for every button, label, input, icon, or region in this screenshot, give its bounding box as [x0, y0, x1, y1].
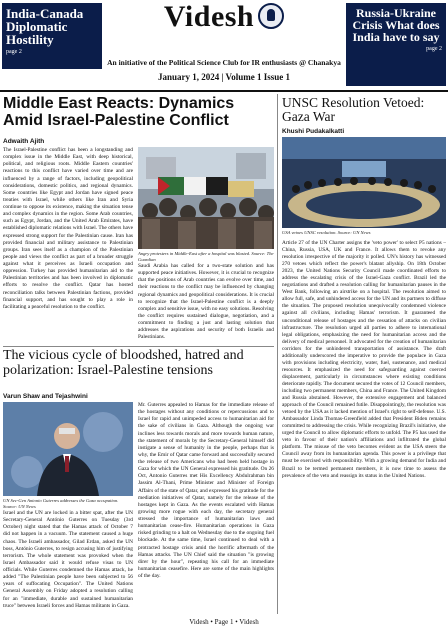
brand-title: [102, 0, 346, 34]
page-footer: Videsh • Page 1 • Videsh: [189, 618, 259, 626]
section-divider: [3, 346, 274, 347]
promo-headline: India-Canada Diplomatic Hostility: [6, 6, 84, 47]
guterres-photo-image: [3, 402, 133, 496]
promo-russia-ukraine[interactable]: [346, 3, 446, 86]
article3-col1: Israel and the UN are locked in a bitter spat, after the UN Secretary-General António Guterres on Tuesday (3rd October) night stated that the Hamas attack of October 7 did not happen in a vacuum. The statement caused a huge chaos. The Israeli ambassador, Gilad Erdan, asked the UN boss, António Guterres, to resign accusing him of justifying terrorism. The whole statement was provoked when the Israel Ambassador said it would refuse visas to UN officials. While Guterres condemned the Hamas attack, he added "The Palestinian people have been subjected to 56 years of suffocating Occupation". The United Nations General Assembly on Friday adopted a resolution calling for an "immediate, durable and sustained humanitarian truce" between Israeli forces and Hamas militants in Gaza.: [3, 510, 133, 609]
article2-byline: Khushi Pudakalkatti: [282, 128, 345, 135]
promo-page: page 2: [426, 46, 442, 52]
article3-photo-caption: UN Sec-Gen Antonio Guterres addresses the Gaza occupation. Source: UN News: [3, 498, 119, 509]
article3-headline: The vicious cycle of bloodshed, hatred and polarization: Israel-Palestine tensions: [3, 348, 244, 378]
masthead-rule: [0, 90, 448, 92]
article3-col2: Mr. Guterres appealed to Hamas for the immediate release of the hostages without any conditions or repercussions and to Israel for rapid and unimpeded access to humanitarian aid for the sake of civilians in Gaza. Although the ongoing war inclines less towards morals and more towards human nature, the statement of morals by the Secretary-General himself did instigate a sense of humanity in the people, perhaps that is why, the Emir of Qatar came forward and successfully secured the release of two Americans who had been held hostage in Gaza for which the UN General expressed his gratitude. On 26 Oct, Antonio Guterres met His Excellency Abdulrahman bin Jassim Al-Thani, Prime Minister and Minister of Foreign Affairs of the state of Qatar, and expressed his gratitude for the mediation initiatives of Qatar, namely for the release of the hostages kept in Gaza. As the events escalated with Hamas growing more rogue with each day, the secretary general stressed the importance of humanitarian laws and humanitarian cease-fire. Humanitarian operations in Gaza risked grinding to a halt on Wednesday due to the ongoing fuel blockade. At the same time, Israel continued to deal with a protracted hostage crisis amid the horrific aftermath of the Hamas attacks. The UN Chief said the situation "is growing direr by the hour", repeating his call for an immediate humanitarian ceasefire. Here are some of the main highlights of the day.: [138, 402, 274, 579]
club-logo-icon: [258, 3, 284, 29]
promo-headline: Russia-Ukraine Crisis What does India have to say: [352, 6, 440, 44]
column-divider: [277, 94, 278, 614]
guterres-photo: [3, 402, 133, 496]
article1-headline: Middle East Reacts: Dynamics Amid Israel-Palestine Conflict: [3, 95, 235, 129]
article2-headline: UNSC Resolution Vetoed: Gaza War: [282, 95, 425, 125]
protest-photo-image: [138, 147, 274, 249]
promo-page: page 2: [6, 49, 22, 55]
issue-date: January 1, 2024 | Volume 1 Issue 1: [157, 72, 290, 82]
article2-body: Article 27 of the UN Charter assigns the 'veto power' to select P5 nations – China, Russia, USA, UK and France. It allows them to revoke any resolution irrespective of the majority it polled. UN's history has witnessed 270 vetoes which reflect the power's blatant allyship. On 18th October 2023, the United Nations Security Council made coordinated efforts to address the escalating crisis of the Israel-Gaza conflict. Brazil led the negotiations and drafted a resolution calling for humanitarian pauses in the West Bank, following an airstrike on a hospital. The resolution aimed to allow full, safe, and unhindered access for the UN and its partners to diffuse the situation. The proposed resolution unequivocally condemned violence against all civilians, including Hamas' terrorism. It guaranteed the unconditional release of hostages and the cessation of attacks on civilian infrastructure. The resolution urged all parties to adhere to international legal obligations, emphasizing the need for humanitarian access and the delivery of medical personnel. It advocated for the creation of humanitarian corridors for the unhindered transportation of assistance. The draft additionally underscored the imperative to provide the populace in Gaza with provisions including electricity, water, fuel, sustenance, and medical resources. It emphasized the need for safeguarding against coerced displacement, particularly in circumstances where existing conditions deteriorate rapidly. The document secured the votes of 12 Council members, including two permanent members, China and France. The United Kingdom and Russia abstained. However, the extensive engagement and balanced approach of the Council remained futile. Disappointingly, the resolution was vetoed by the USA as it lacked mention of Israel's right to self-defense. U.S. Ambassador Linda Thomas-Greenfield added that President Biden remains committed to addressing the crisis. While recognizing Brazil's initiative, she urged the Council to allow diplomatic efforts to unfold. The P5 has used the veto in favour of their nation's affiliations and infiltrated the global platform. The misuse of the veto becomes evident as the USA steers the Council away from its humanitarian agenda. This power is a privilege that must be exercised with responsibility. With a growing demand for India and Brazil to be termed permanent members, it is now time to assess the prevalence of the veto and reassign its status in the United Nations.: [282, 240, 446, 479]
protest-photo: [138, 147, 274, 249]
article2-photo-caption: USA vetoes UNSC resolution. Source: UN News: [282, 230, 371, 235]
article1-byline: Adwaith Ajith: [3, 138, 45, 145]
brand-name: Videsh: [163, 0, 255, 33]
article1-col2: Saudi Arabia has called for a two-state solution and has supported peace initiatives. However, it is crucial to recognize that the positions of Arab countries can evolve over time, and their reactions to the conflict may be influenced by changing regional dynamics and geopolitical considerations. It is crucial to recognize that the Israel-Palestine conflict is a deeply complex and sensitive issue, with no easy solutions. Resolving the conflict requires sustained dialogue, negotiation, and a commitment to finding a just and lasting solution that addresses the aspirations and security of both Israelis and Palestinians.: [138, 263, 274, 341]
promo-india-canada[interactable]: [2, 3, 102, 69]
article3-byline: Varun Shaw and Tejashwini: [3, 393, 88, 400]
article1-col1: The Israel-Palestine conflict has been a longstanding and complex issue in the Middle East, with deep historical, political, and religious roots. Middle Eastern countries' reactions to this conflict have varied over time and are influenced by a range of factors, including geopolitical considerations, domestic politics, and regional dynamics. Some countries like Egypt and Jordan have signed peace treaties with Israel, while others like Iran and Syria continue to oppose its existence, making the situation tense and complex dynamics in the region. Some Arab countries, such as Egypt, Jordan, and the United Arab Emirates, have established diplomatic relations with Israel. The others have expressed strong support for the Palestinian cause. Iran has provided financial and military assistance to Palestinian groups. Iran sees itself as a champion of the Palestinian people and views the conflict as part of a broader struggle against what it perceives as Israeli occupation and oppression. Turkey has provided humanitarian aid to the Palestinian territories and has been involved in diplomatic efforts to resolve the conflict. Qatar has hosted reconciliation talks between Palestinian factions, provided financial support, and has sought to play a role in facilitating a peaceful resolution to the conflict.: [3, 147, 133, 310]
article1-photo-caption: Angry protesters in Middle-East after a hospital was blasted. Source: The Guardian: [138, 251, 274, 262]
masthead: [0, 0, 448, 92]
unsc-photo-image: [282, 137, 446, 228]
unsc-photo: [282, 137, 446, 228]
tagline: An initiative of the Political Science Club for IR enthusiasts @ Chanakya: [107, 58, 341, 67]
